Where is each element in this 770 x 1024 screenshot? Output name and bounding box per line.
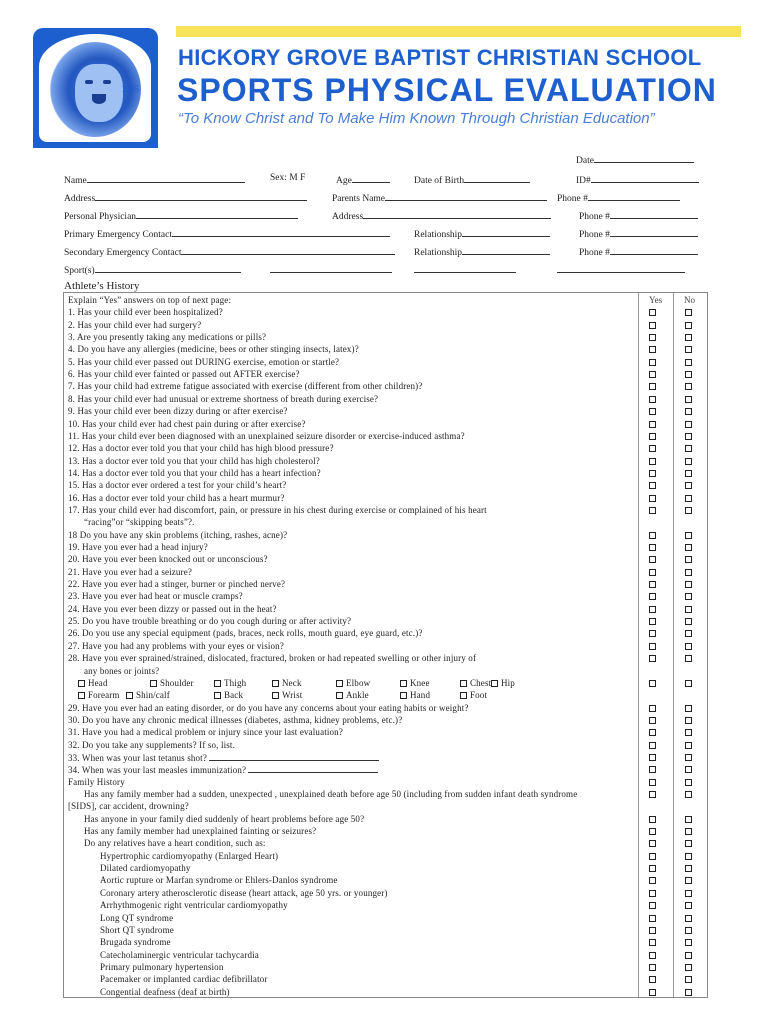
question-row: Arrhythmogenic right ventricular cardiomyopathy (100, 900, 288, 911)
question-row: 32. Do you take any supplements? If so, list. (68, 739, 235, 750)
yes-checkbox[interactable] (649, 655, 656, 662)
yes-checkbox[interactable] (649, 606, 656, 613)
no-checkbox[interactable] (685, 556, 692, 563)
name-label: Name (64, 176, 87, 186)
question-row: 16. Has a doctor ever told your child has a heart murmur? (68, 492, 285, 503)
yes-checkbox[interactable] (649, 383, 656, 390)
question-row: Do any relatives have a heart condition, such as: (84, 838, 266, 849)
no-checkbox[interactable] (685, 421, 692, 428)
sports-field[interactable] (64, 263, 241, 276)
no-checkbox[interactable] (685, 791, 692, 798)
answer-line[interactable] (209, 751, 379, 761)
question-row: 28. Have you ever sprained/strained, dislocated, fractured, broken or had repeated swelling or other injury of (68, 653, 477, 664)
yes-checkbox[interactable] (649, 816, 656, 823)
question-row: 10. Has your child ever had chest pain during or after exercise? (68, 418, 306, 429)
yes-checkbox[interactable] (649, 371, 656, 378)
yes-checkbox[interactable] (649, 853, 656, 860)
body-part-checkbox[interactable] (460, 692, 467, 699)
no-checkbox[interactable] (685, 865, 692, 872)
question-row: 14. Has a doctor ever told you that your child has a heart infection? (68, 467, 321, 478)
yes-checkbox[interactable] (649, 433, 656, 440)
lion-eye-icon (85, 80, 93, 84)
no-checkbox[interactable] (685, 458, 692, 465)
yes-checkbox[interactable] (649, 544, 656, 551)
question-row: 4. Do you have any allergies (medicine, bees or other stinging insects, latex)? (68, 344, 359, 355)
yes-checkbox[interactable] (649, 458, 656, 465)
id-label: ID# (576, 176, 591, 186)
question-row: 17. Has your child ever had discomfort, pain, or pressure in his chest during exercise or complained of his heart (68, 504, 487, 515)
section-title: Athlete’s History (64, 280, 140, 292)
relationship-field-1[interactable] (414, 227, 550, 240)
address-label: Address (64, 194, 96, 204)
yes-checkbox[interactable] (649, 359, 656, 366)
yes-checkbox[interactable] (649, 754, 656, 761)
question-row: Has anyone in your family died suddenly of heart problems before age 50? (84, 813, 365, 824)
no-checkbox[interactable] (685, 853, 692, 860)
no-checkbox[interactable] (685, 309, 692, 316)
form-header (0, 0, 770, 150)
date-field[interactable] (576, 153, 694, 166)
yes-checkbox[interactable] (649, 717, 656, 724)
question-row: 30. Do you have any chronic medical illnesses (diabetes, asthma, kidney problems, etc.)? (68, 714, 403, 725)
no-checkbox[interactable] (685, 890, 692, 897)
body-part-checkbox[interactable] (400, 680, 407, 687)
question-row: Has any family member had unexplained fainting or seizures? (84, 826, 317, 837)
body-part-label: Head (88, 677, 108, 688)
body-part-label: Neck (282, 677, 302, 688)
no-checkbox[interactable] (685, 593, 692, 600)
body-part-checkbox[interactable] (150, 680, 157, 687)
yes-checkbox[interactable] (649, 470, 656, 477)
sports-line-2[interactable] (270, 263, 392, 276)
sex-field[interactable] (270, 173, 305, 183)
question-row: 19. Have you ever had a head injury? (68, 542, 208, 552)
question-row: 2. Has your child ever had surgery? (68, 319, 202, 330)
no-checkbox[interactable] (685, 754, 692, 761)
lion-eye-icon (103, 80, 111, 84)
yes-checkbox[interactable] (649, 581, 656, 588)
body-part-label: Hip (501, 677, 515, 688)
established-year: 1995 (121, 84, 139, 94)
no-checkbox[interactable] (685, 630, 692, 637)
physician-label: Personal Physician (64, 212, 137, 222)
no-checkbox[interactable] (685, 816, 692, 823)
yes-checkbox[interactable] (649, 322, 656, 329)
body-part-option[interactable] (336, 677, 370, 689)
body-part-option[interactable] (272, 689, 302, 701)
sports-line-4[interactable] (557, 263, 685, 276)
no-checkbox[interactable] (685, 828, 692, 835)
body-part-label: Elbow (346, 677, 371, 688)
body-part-option[interactable] (400, 677, 430, 689)
body-part-option[interactable] (272, 677, 302, 689)
phone-label: Phone # (557, 194, 588, 204)
no-checkbox[interactable] (685, 532, 692, 539)
yes-checkbox[interactable] (649, 556, 656, 563)
yes-checkbox[interactable] (649, 569, 656, 576)
yes-checkbox[interactable] (649, 964, 656, 971)
address-field[interactable] (64, 191, 307, 204)
question-row: 1. Has your child ever been hospitalized? (68, 307, 223, 318)
body-part-label: Shin/calf (136, 690, 170, 701)
question-row: Dilated cardiomyopathy (100, 863, 191, 874)
phone-field-4[interactable] (579, 245, 698, 258)
secondary-contact-label: Secondary Emergency Contact (64, 248, 182, 258)
yes-checkbox[interactable] (649, 334, 656, 341)
yes-checkbox[interactable] (649, 927, 656, 934)
age-field[interactable] (336, 173, 390, 186)
no-checkbox[interactable] (685, 470, 692, 477)
body-part-checkbox[interactable] (491, 680, 498, 687)
yes-checkbox[interactable] (649, 828, 656, 835)
question-row: 6. Has your child ever fainted or passed out AFTER exercise? (68, 369, 300, 380)
no-checkbox[interactable] (685, 569, 692, 576)
body-part-checkbox[interactable] (126, 692, 133, 699)
no-checkbox[interactable] (685, 717, 692, 724)
yes-checkbox[interactable] (649, 766, 656, 773)
no-checkbox[interactable] (685, 544, 692, 551)
no-checkbox[interactable] (685, 334, 692, 341)
parents-name-label: Parents Name (332, 194, 386, 204)
relationship-label: Relationship (414, 248, 463, 258)
question-row: Congential deafness (deaf at birth) (100, 986, 230, 997)
no-checkbox[interactable] (685, 359, 692, 366)
no-checkbox[interactable] (685, 408, 692, 415)
question-row: 20. Have you ever been knocked out or unconscious? (68, 554, 268, 565)
question-row: 9. Has your child ever been dizzy during or after exercise? (68, 406, 288, 417)
yes-checkbox[interactable] (649, 939, 656, 946)
question-row: 25. Do you have trouble breathing or do you cough during or after activity? (68, 616, 352, 627)
yes-checkbox[interactable] (649, 865, 656, 872)
yes-column-header: Yes (649, 295, 663, 305)
question-row: Primary pulmonary hypertension (100, 961, 224, 972)
question-row: 7. Has your child had extreme fatigue associated with exercise (different from other children)? (68, 381, 423, 392)
question-row: Short QT syndrome (100, 924, 174, 935)
body-part-checkbox[interactable] (272, 692, 279, 699)
no-checkbox[interactable] (685, 507, 692, 514)
yes-checkbox[interactable] (649, 779, 656, 786)
no-checkbox[interactable] (685, 482, 692, 489)
relationship-field-2[interactable] (414, 245, 550, 258)
question-row: Brugada syndrome (100, 937, 171, 948)
address-label: Address (332, 212, 364, 222)
question-row: 23. Have you ever had heat or muscle cramps? (68, 591, 243, 602)
question-row: Explain “Yes” answers on top of next page: (68, 295, 232, 305)
yes-checkbox[interactable] (649, 976, 656, 983)
body-part-checkbox[interactable] (78, 692, 85, 699)
name-field[interactable] (64, 173, 245, 186)
sports-label: Sport(s) (64, 266, 95, 276)
question-row: 13. Has a doctor ever told you that your child has high cholesterol? (68, 455, 320, 466)
age-label: Age (336, 176, 352, 186)
question-row: 22. Have you ever had a stinger, burner or pinched nerve? (68, 579, 286, 590)
yes-checkbox[interactable] (649, 915, 656, 922)
question-row: 18 Do you have any skin problems (itching, rashes, acne)? (68, 529, 288, 540)
body-part-option[interactable] (78, 689, 120, 701)
question-row: 27. Have you had any problems with your eyes or vision? (68, 640, 284, 651)
no-checkbox[interactable] (685, 495, 692, 502)
question-row: 29. Have you ever had an eating disorder, or do you have any concerns about your eating habits or weight? (68, 702, 469, 713)
primary-contact-label: Primary Emergency Contact (64, 230, 172, 240)
dob-field[interactable] (414, 173, 530, 186)
yes-checkbox[interactable] (649, 630, 656, 637)
question-row: 34. When was your last measles immunization? (68, 763, 638, 776)
no-checkbox[interactable] (685, 445, 692, 452)
body-part-option[interactable] (214, 689, 243, 701)
yes-checkbox[interactable] (649, 408, 656, 415)
yes-checkbox[interactable] (649, 507, 656, 514)
history-table (63, 292, 708, 998)
personal-physician-field[interactable] (64, 209, 298, 222)
yes-checkbox[interactable] (649, 482, 656, 489)
yes-checkbox[interactable] (649, 729, 656, 736)
no-checkbox[interactable] (685, 902, 692, 909)
question-row: Catecholaminergic ventricular tachycardia (100, 949, 259, 960)
yes-checkbox[interactable] (649, 532, 656, 539)
sex-label: Sex: M F (270, 173, 306, 183)
body-part-label: Foot (470, 690, 488, 701)
sports-line-3[interactable] (414, 263, 516, 276)
no-column-header: No (684, 295, 695, 305)
no-checkbox[interactable] (685, 840, 692, 847)
body-part-checkbox[interactable] (336, 692, 343, 699)
column-divider (673, 293, 674, 997)
relationship-label: Relationship (414, 230, 463, 240)
no-checkbox[interactable] (685, 606, 692, 613)
yes-checkbox[interactable] (649, 742, 656, 749)
lion-face-icon (75, 64, 123, 122)
no-checkbox[interactable] (685, 877, 692, 884)
question-row: [SIDS], car accident, drowning? (68, 801, 189, 812)
school-logo (33, 28, 158, 148)
no-checkbox[interactable] (685, 939, 692, 946)
yes-checkbox[interactable] (649, 989, 656, 996)
yes-checkbox[interactable] (649, 445, 656, 452)
yes-checkbox[interactable] (649, 680, 656, 687)
yes-checkbox[interactable] (649, 890, 656, 897)
no-checkbox[interactable] (685, 433, 692, 440)
question-row: 3. Are you presently taking any medications or pills? (68, 332, 267, 343)
answer-line[interactable] (248, 763, 378, 773)
body-part-checkbox[interactable] (214, 692, 221, 699)
no-checkbox[interactable] (685, 729, 692, 736)
question-row: Aortic rupture or Marfan syndrome or Ehlers-Danlos syndrome (100, 875, 338, 886)
question-row: Has any family member had a sudden, unexpected , unexplained death before age 50 (including from sudden infant death syndrome (84, 789, 578, 799)
phone-field-1[interactable] (557, 191, 680, 204)
yes-checkbox[interactable] (649, 952, 656, 959)
no-checkbox[interactable] (685, 705, 692, 712)
question-row: Hypertrophic cardiomyopathy (Enlarged Heart) (100, 850, 279, 861)
lion-nose-icon (92, 94, 106, 104)
phone-field-3[interactable] (579, 227, 698, 240)
no-checkbox[interactable] (685, 976, 692, 983)
school-motto: “To Know Christ and To Make Him Known Through Christian Education” (178, 110, 655, 127)
question-row: 5. Has your child ever passed out DURING exercise, emotion or startle? (68, 356, 340, 367)
question-row: Coronary artery atherosclerotic disease (heart attack, age 50 yrs. or younger) (100, 887, 388, 898)
no-checkbox[interactable] (685, 779, 692, 786)
body-part-option[interactable] (78, 677, 108, 689)
phone-label: Phone # (579, 248, 610, 258)
question-row: any bones or joints? (84, 665, 160, 676)
body-part-label: Wrist (282, 690, 303, 701)
no-checkbox[interactable] (685, 322, 692, 329)
phone-label: Phone # (579, 212, 610, 222)
parents-name-field[interactable] (332, 191, 547, 204)
yes-checkbox[interactable] (649, 902, 656, 909)
no-checkbox[interactable] (685, 964, 692, 971)
body-part-label: Chest (470, 677, 492, 688)
body-part-label: Knee (410, 677, 430, 688)
logo-inner (39, 34, 151, 142)
accent-bar (176, 26, 741, 37)
body-part-checkbox[interactable] (400, 692, 407, 699)
question-row: 26. Do you use any special equipment (pads, braces, neck rolls, mouth guard, eye guard, etc.)? (68, 628, 423, 639)
yes-checkbox[interactable] (649, 309, 656, 316)
question-row: 21. Have you ever had a seizure? (68, 566, 192, 577)
question-row: 15. Has a doctor ever ordered a test for your child’s heart? (68, 480, 287, 491)
body-part-label: Thigh (224, 677, 247, 688)
no-checkbox[interactable] (685, 742, 692, 749)
body-part-checkbox[interactable] (272, 680, 279, 687)
no-checkbox[interactable] (685, 371, 692, 378)
physician-address-field[interactable] (332, 209, 551, 222)
yes-checkbox[interactable] (649, 421, 656, 428)
body-part-label: Forearm (88, 690, 120, 701)
yes-checkbox[interactable] (649, 396, 656, 403)
body-part-checkbox[interactable] (460, 680, 467, 687)
dob-label: Date of Birth (414, 176, 465, 186)
question-row: “racing”or “skipping beats”?. (84, 517, 195, 528)
yes-checkbox[interactable] (649, 495, 656, 502)
body-part-label: Hand (410, 690, 431, 701)
question-row: 12. Has a doctor ever told you that your child has high blood pressure? (68, 443, 334, 454)
question-row: 8. Has your child ever had unusual or extreme shortness of breath during exercise? (68, 393, 379, 404)
yes-checkbox[interactable] (649, 593, 656, 600)
question-row: 24. Have you ever been dizzy or passed out in the heat? (68, 603, 277, 614)
secondary-contact-field[interactable] (64, 245, 395, 258)
form-title: SPORTS PHYSICAL EVALUATION (177, 72, 717, 108)
body-part-checkbox[interactable] (78, 680, 85, 687)
yes-checkbox[interactable] (649, 643, 656, 650)
no-checkbox[interactable] (685, 618, 692, 625)
body-part-label: Shoulder (160, 677, 194, 688)
question-row: 31. Have you had a medical problem or injury since your last evaluation? (68, 727, 343, 738)
primary-contact-field[interactable] (64, 227, 390, 240)
body-part-option[interactable] (150, 677, 194, 689)
yes-checkbox[interactable] (649, 791, 656, 798)
yes-checkbox[interactable] (649, 618, 656, 625)
no-checkbox[interactable] (685, 346, 692, 353)
no-checkbox[interactable] (685, 643, 692, 650)
body-part-label: Back (224, 690, 244, 701)
no-checkbox[interactable] (685, 396, 692, 403)
body-part-option[interactable] (400, 689, 430, 701)
no-checkbox[interactable] (685, 383, 692, 390)
no-checkbox[interactable] (685, 952, 692, 959)
body-part-option[interactable] (336, 689, 369, 701)
no-checkbox[interactable] (685, 581, 692, 588)
body-part-checkbox[interactable] (336, 680, 343, 687)
yes-checkbox[interactable] (649, 877, 656, 884)
body-part-option[interactable] (460, 689, 487, 701)
body-part-option[interactable] (126, 689, 170, 701)
body-part-option[interactable] (491, 677, 515, 689)
body-part-label: Ankle (346, 690, 369, 701)
question-row: Long QT syndrome (100, 912, 174, 923)
question-row: Pacemaker or implanted cardiac defibrillator (100, 974, 268, 985)
question-row: 11. Has your child ever been diagnosed with an unexplained seizure disorder or exercise-induced asthma? (68, 430, 465, 441)
body-part-option[interactable] (214, 677, 246, 689)
question-row: Family History (68, 776, 125, 787)
yes-checkbox[interactable] (649, 346, 656, 353)
body-part-checkbox[interactable] (214, 680, 221, 687)
no-checkbox[interactable] (685, 766, 692, 773)
question-row: 33. When was your last tetanus shot? (68, 751, 638, 764)
yes-checkbox[interactable] (649, 705, 656, 712)
phone-label: Phone # (579, 230, 610, 240)
no-checkbox[interactable] (685, 655, 692, 662)
body-part-option[interactable] (460, 677, 491, 689)
school-name: HICKORY GROVE BAPTIST CHRISTIAN SCHOOL (178, 45, 702, 70)
date-label: Date (576, 156, 594, 166)
no-checkbox[interactable] (685, 915, 692, 922)
no-checkbox[interactable] (685, 927, 692, 934)
no-checkbox[interactable] (685, 680, 692, 687)
no-checkbox[interactable] (685, 989, 692, 996)
yes-checkbox[interactable] (649, 840, 656, 847)
id-field[interactable] (576, 173, 699, 186)
phone-field-2[interactable] (579, 209, 698, 222)
